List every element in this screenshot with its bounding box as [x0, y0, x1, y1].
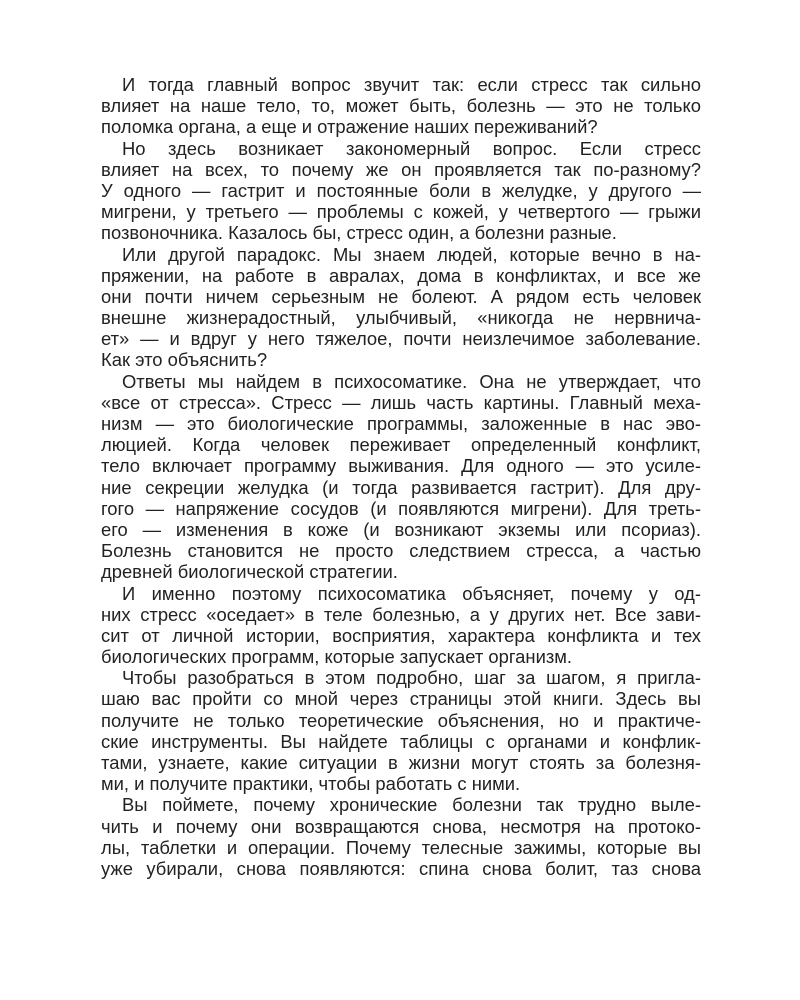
text-line: ет» — и вдруг у него тяжелое, почти неизлечимое заболевание. — [101, 328, 701, 350]
text-line: И тогда главный вопрос звучит так: если стресс так сильно — [122, 74, 701, 95]
text-line: них стресс «оседает» в теле болезнью, а у других нет. Все зави- — [101, 603, 701, 625]
text-line: влияет на всех, то почему же он проявляется так по-разному? — [101, 158, 701, 180]
paragraph-1 — [101, 74, 701, 138]
text-line: Но здесь возникает закономерный вопрос. Если стресс — [122, 137, 701, 159]
text-line: получите не только теоретические объяснения, но и практиче- — [101, 709, 701, 731]
text-line: они почти ничем серьезным не болеют. А рядом есть человек — [101, 285, 701, 307]
text-line: ми, и получите практики, чтобы работать с ними. — [101, 773, 521, 795]
paragraph-3 — [101, 244, 701, 371]
text-line: древней биологической стратегии. — [101, 561, 398, 583]
text-line: мигрени, у третьего — проблемы с кожей, у четвертого — грыжи — [101, 201, 701, 223]
text-line: Болезнь становится не просто следствием стресса, а частью — [101, 540, 701, 562]
text-line: чить и почему они возвращаются снова, несмотря на протоко- — [101, 815, 701, 837]
text-line: Чтобы разобраться в этом подробно, шаг за шагом, я пригла- — [122, 667, 701, 689]
text-line: «все от стресса». Стресс — лишь часть картины. Главный меха- — [101, 391, 701, 413]
text-line: лы, таблетки и операции. Почему телесные зажимы, которые вы — [101, 836, 701, 858]
text-line: тело включает программу выживания. Для одного — это усиле- — [101, 455, 701, 477]
text-line: гого — напряжение сосудов (и появляются мигрени). Для треть- — [101, 497, 701, 519]
text-line: Как это объяснить? — [101, 349, 268, 371]
book-page — [101, 74, 701, 879]
paragraph-6 — [101, 667, 701, 794]
text-line: ские инструменты. Вы найдете таблицы с органами и конфлик- — [101, 730, 701, 752]
text-line: Ответы мы найдем в психосоматике. Она не утверждает, что — [122, 370, 701, 392]
text-line: внешне жизнерадостный, улыбчивый, «никогда не нервнича- — [101, 307, 701, 329]
text-line: Вы поймете, почему хронические болезни так трудно выле- — [122, 794, 701, 816]
text-line: тами, узнаете, какие ситуации в жизни могут стоять за болезня- — [101, 752, 701, 773]
text-line: влияет на наше тело, то, может быть, болезнь — это не только — [101, 95, 701, 117]
text-line: низм — это биологические программы, заложенные в нас эво- — [101, 413, 701, 434]
text-line: Или другой парадокс. Мы знаем людей, которые вечно в на- — [122, 243, 701, 265]
text-line: поломка органа, а еще и отражение наших переживаний? — [101, 116, 598, 138]
text-line: сит от личной истории, восприятия, характера конфликта и тех — [101, 624, 701, 646]
text-line: люцией. Когда человек переживает определенный конфликт, — [101, 434, 701, 456]
text-line: И именно поэтому психосоматика объясняет, почему у од- — [122, 582, 701, 604]
text-line: пряжении, на работе в авралах, дома в конфликтах, и все же — [101, 264, 701, 286]
paragraph-5 — [101, 583, 701, 668]
text-line: уже убирали, снова появляются: спина снова болит, таз снова — [101, 857, 701, 879]
paragraph-2 — [101, 138, 701, 244]
text-line: позвоночника. Казалось бы, стресс один, а болезни разные. — [101, 222, 617, 244]
text-line: ние секреции желудка (и тогда развивается гастрит). Для дру- — [101, 476, 701, 498]
paragraph-4 — [101, 371, 701, 583]
text-line: шаю вас пройти со мной через страницы этой книги. Здесь вы — [101, 688, 701, 710]
paragraph-7 — [101, 794, 701, 879]
text-line: биологических программ, которые запускает организм. — [101, 646, 573, 668]
text-line: его — изменения в коже (и возникают экземы или псориаз). — [101, 518, 701, 540]
text-line: У одного — гастрит и постоянные боли в желудке, у другого — — [101, 179, 701, 201]
